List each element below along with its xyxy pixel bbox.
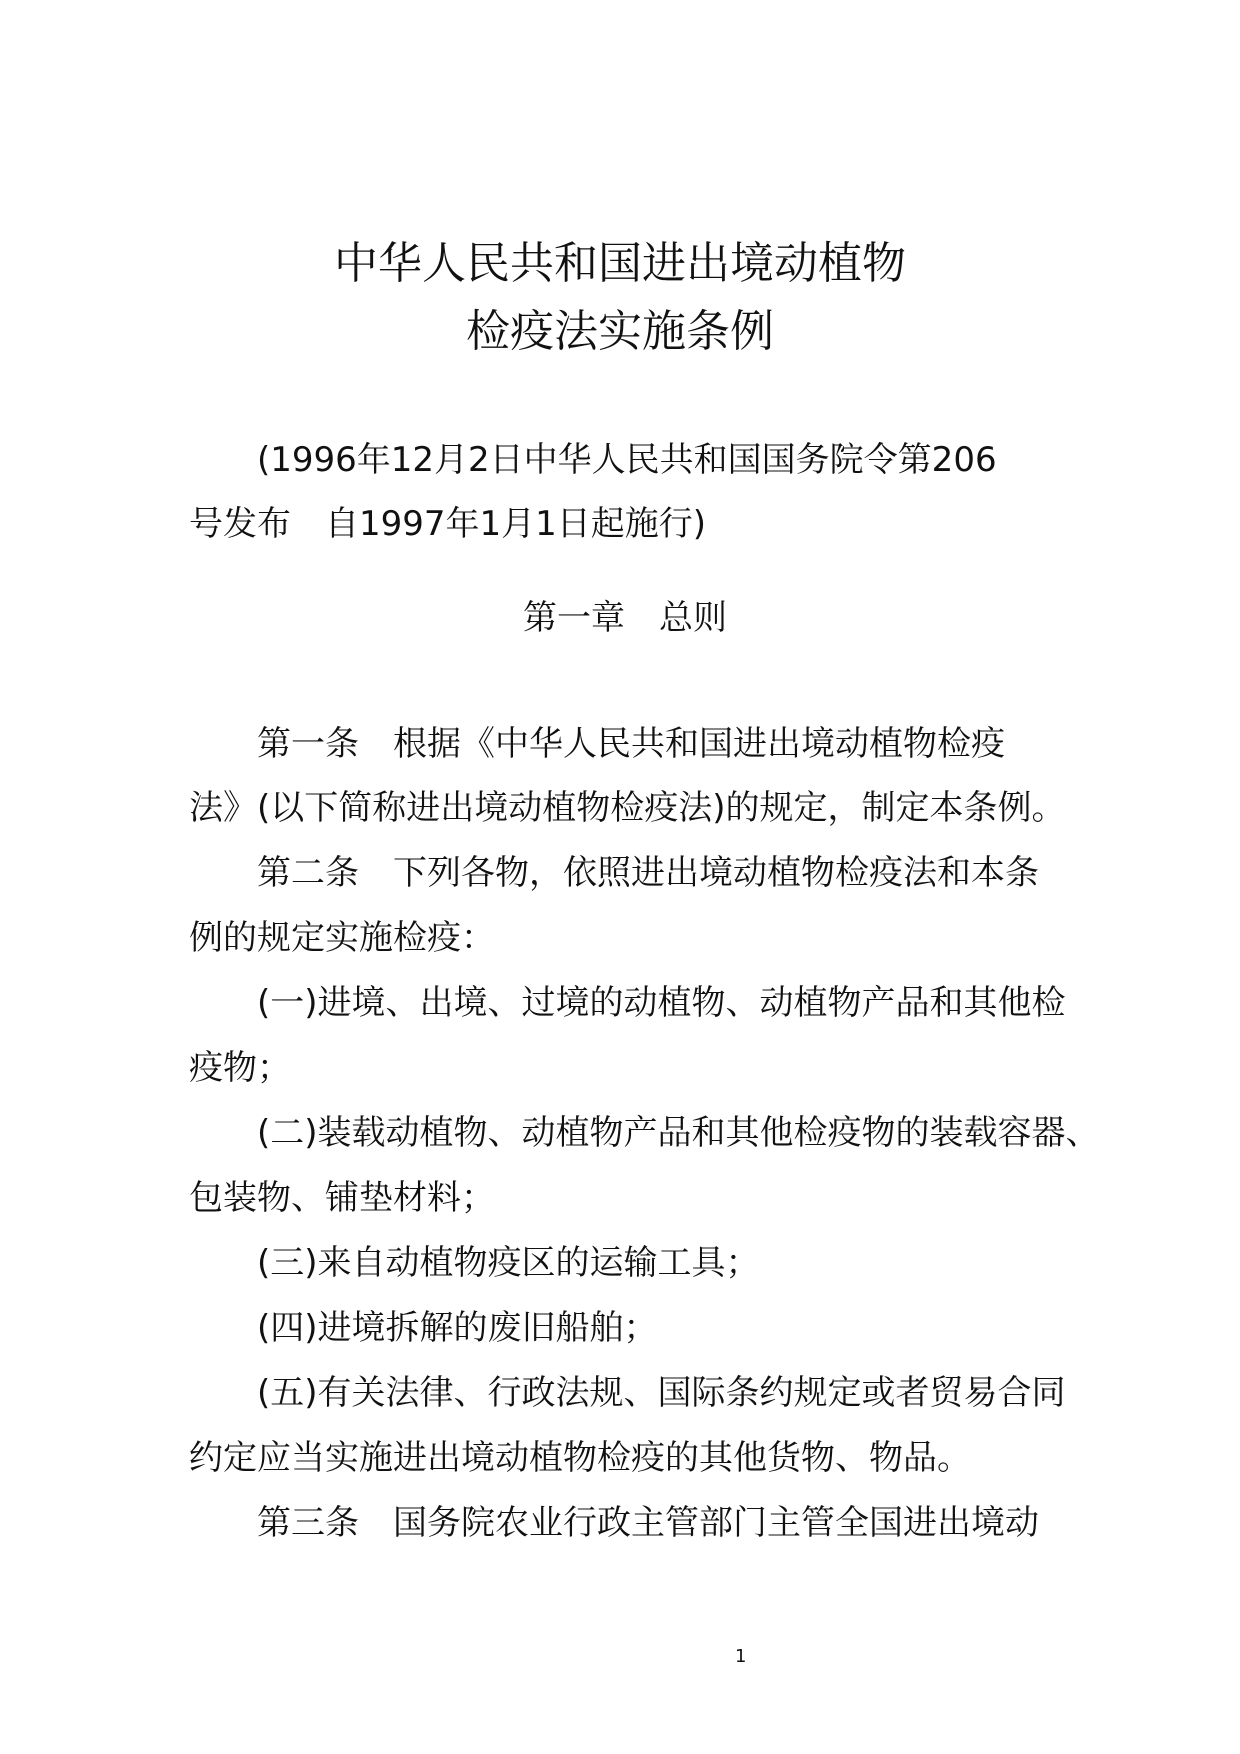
text-line: 第三条 国务院农业行政主管部门主管全国进出境动 bbox=[257, 1503, 1039, 1543]
text-line: (五)有关法律、行政法规、国际条约规定或者贸易合同 bbox=[257, 1373, 1066, 1413]
text-line: 法》(以下简称进出境动植物检疫法)的规定，制定本条例。 bbox=[189, 788, 1066, 828]
text-line: 疫物； bbox=[189, 1048, 291, 1088]
text-line: (三)来自动植物疫区的运输工具； bbox=[257, 1243, 760, 1283]
chapter-heading: 第一章 总则 bbox=[523, 598, 727, 638]
issuance-note-line-1: (1996年12月2日中华人民共和国国务院令第206 bbox=[257, 440, 997, 480]
text-line: (四)进境拆解的废旧船舶； bbox=[257, 1308, 658, 1348]
text-line: (一)进境、出境、过境的动植物、动植物产品和其他检 bbox=[257, 983, 1066, 1023]
issuance-note-line-2: 号发布 自1997年1月1日起施行) bbox=[189, 504, 707, 544]
text-line: 约定应当实施进出境动植物检疫的其他货物、物品。 bbox=[189, 1438, 971, 1478]
text-line: (二)装载动植物、动植物产品和其他检疫物的装载容器、 bbox=[257, 1113, 1100, 1153]
title-line-2: 检疫法实施条例 bbox=[466, 306, 774, 357]
title-line-1: 中华人民共和国进出境动植物 bbox=[334, 238, 906, 289]
text-line: 包装物、铺垫材料； bbox=[189, 1178, 495, 1218]
text-line: 例的规定实施检疫： bbox=[189, 918, 495, 958]
text-line: 第一条 根据《中华人民共和国进出境动植物检疫 bbox=[257, 724, 1005, 764]
text-line: 第二条 下列各物，依照进出境动植物检疫法和本条 bbox=[257, 853, 1039, 893]
page-number: 1 bbox=[735, 1646, 747, 1667]
